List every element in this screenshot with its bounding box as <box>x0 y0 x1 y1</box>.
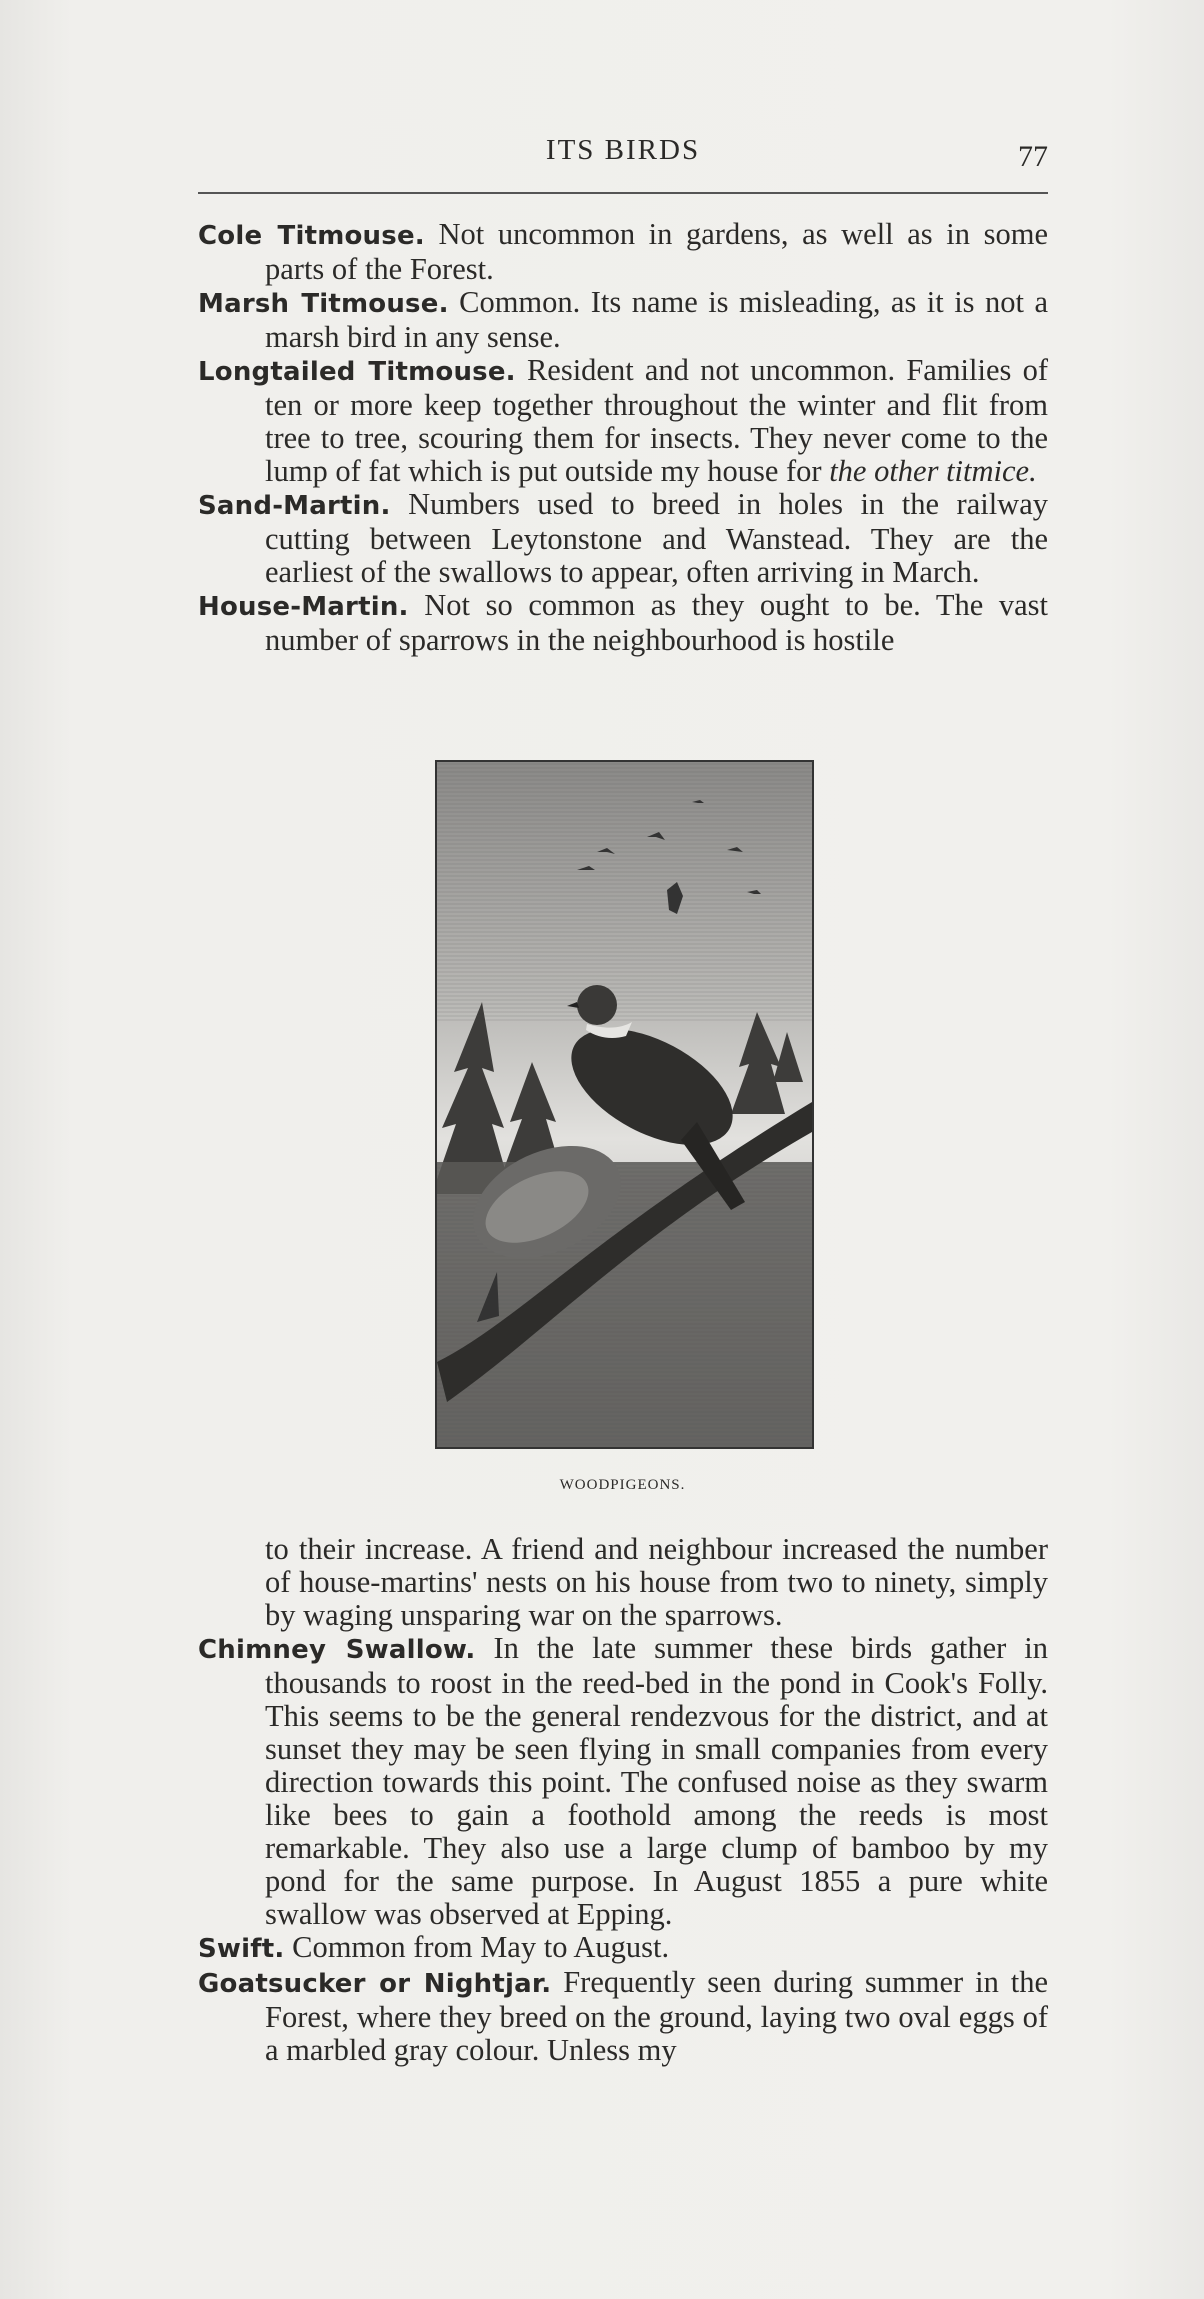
entry-text: Frequently seen during summer in the Forest, where they breed on the ground, laying two oval eggs of a marbled gray colour. Unless my <box>265 1965 1049 2067</box>
entry-longtailed-titmouse <box>198 354 1048 488</box>
entry-term: Swift. <box>198 1934 285 1964</box>
entry-text: Numbers used to breed in holes in the railway cutting between Leytonstone and Wanstead. They are the earliest of the swallows to appear, often arriving in March. <box>265 487 1048 589</box>
entry-swift <box>198 1931 1048 1966</box>
entry-term: Sand-Martin. <box>198 491 391 521</box>
entry-text: Not so common as they ought to be. The vast number of sparrows in the neighbourhood is hostile <box>265 588 1048 657</box>
running-head <box>198 128 1048 188</box>
text-block-bottom <box>198 1533 1048 2067</box>
entry-sand-martin <box>198 488 1048 589</box>
entry-text: In the late summer these birds gather in thousands to roost in the reed-bed in the pond in Cook's Folly. This seems to be the general rendezvous for the district, and at sunset they may be seen flying in small companies from every direction towards this point. The confused noise as they swarm like bees to gain a foothold among the reeds is most remarkable. They also use a large clump of bamboo by my pond for the same purpose. In August 1855 a pure white swallow was observed at Epping. <box>265 1631 1048 1931</box>
entry-continuation: to their increase. A friend and neighbour increased the number of house-martins' nests on his house from two to ninety, simply by waging unsparing war on the sparrows. <box>265 1532 1048 1632</box>
entry-cole-titmouse <box>198 218 1048 286</box>
entry-text: Common. Its name is misleading, as it is not a marsh bird in any sense. <box>265 285 1048 354</box>
entry-text: Resident and not uncommon. Families of ten or more keep together throughout the winter and flit from tree to tree, scouring them for insects. They never come to the lump of fat which is put outside my house for <box>265 353 1048 488</box>
woodpigeons-illustration <box>435 760 814 1449</box>
page-number: 77 <box>1018 140 1048 173</box>
text-block-top <box>198 218 1048 657</box>
entry-term: Goatsucker or Nightjar. <box>198 1969 552 1999</box>
entry-term: Longtailed Titmouse. <box>198 357 516 387</box>
entry-term: Cole Titmouse. <box>198 221 425 251</box>
entry-term: Marsh Titmouse. <box>198 289 449 319</box>
entry-term: House-Martin. <box>198 592 409 622</box>
entry-text: Common from May to August. <box>284 1930 670 1964</box>
entry-goatsucker <box>198 1966 1048 2067</box>
entry-italic: the other titmice. <box>829 454 1037 488</box>
entry-house-martin <box>198 589 1048 657</box>
header-rule <box>198 192 1048 194</box>
engraving-image <box>437 762 812 1447</box>
running-title: ITS BIRDS <box>545 134 701 166</box>
entry-marsh-titmouse <box>198 286 1048 354</box>
entry-term: Chimney Swallow. <box>198 1635 476 1665</box>
figure-caption: WOODPIGEONS. <box>559 1477 686 1493</box>
entry-chimney-swallow <box>198 1632 1048 1931</box>
entry-text: Not uncommon in gardens, as well as in some parts of the Forest. <box>265 217 1048 286</box>
